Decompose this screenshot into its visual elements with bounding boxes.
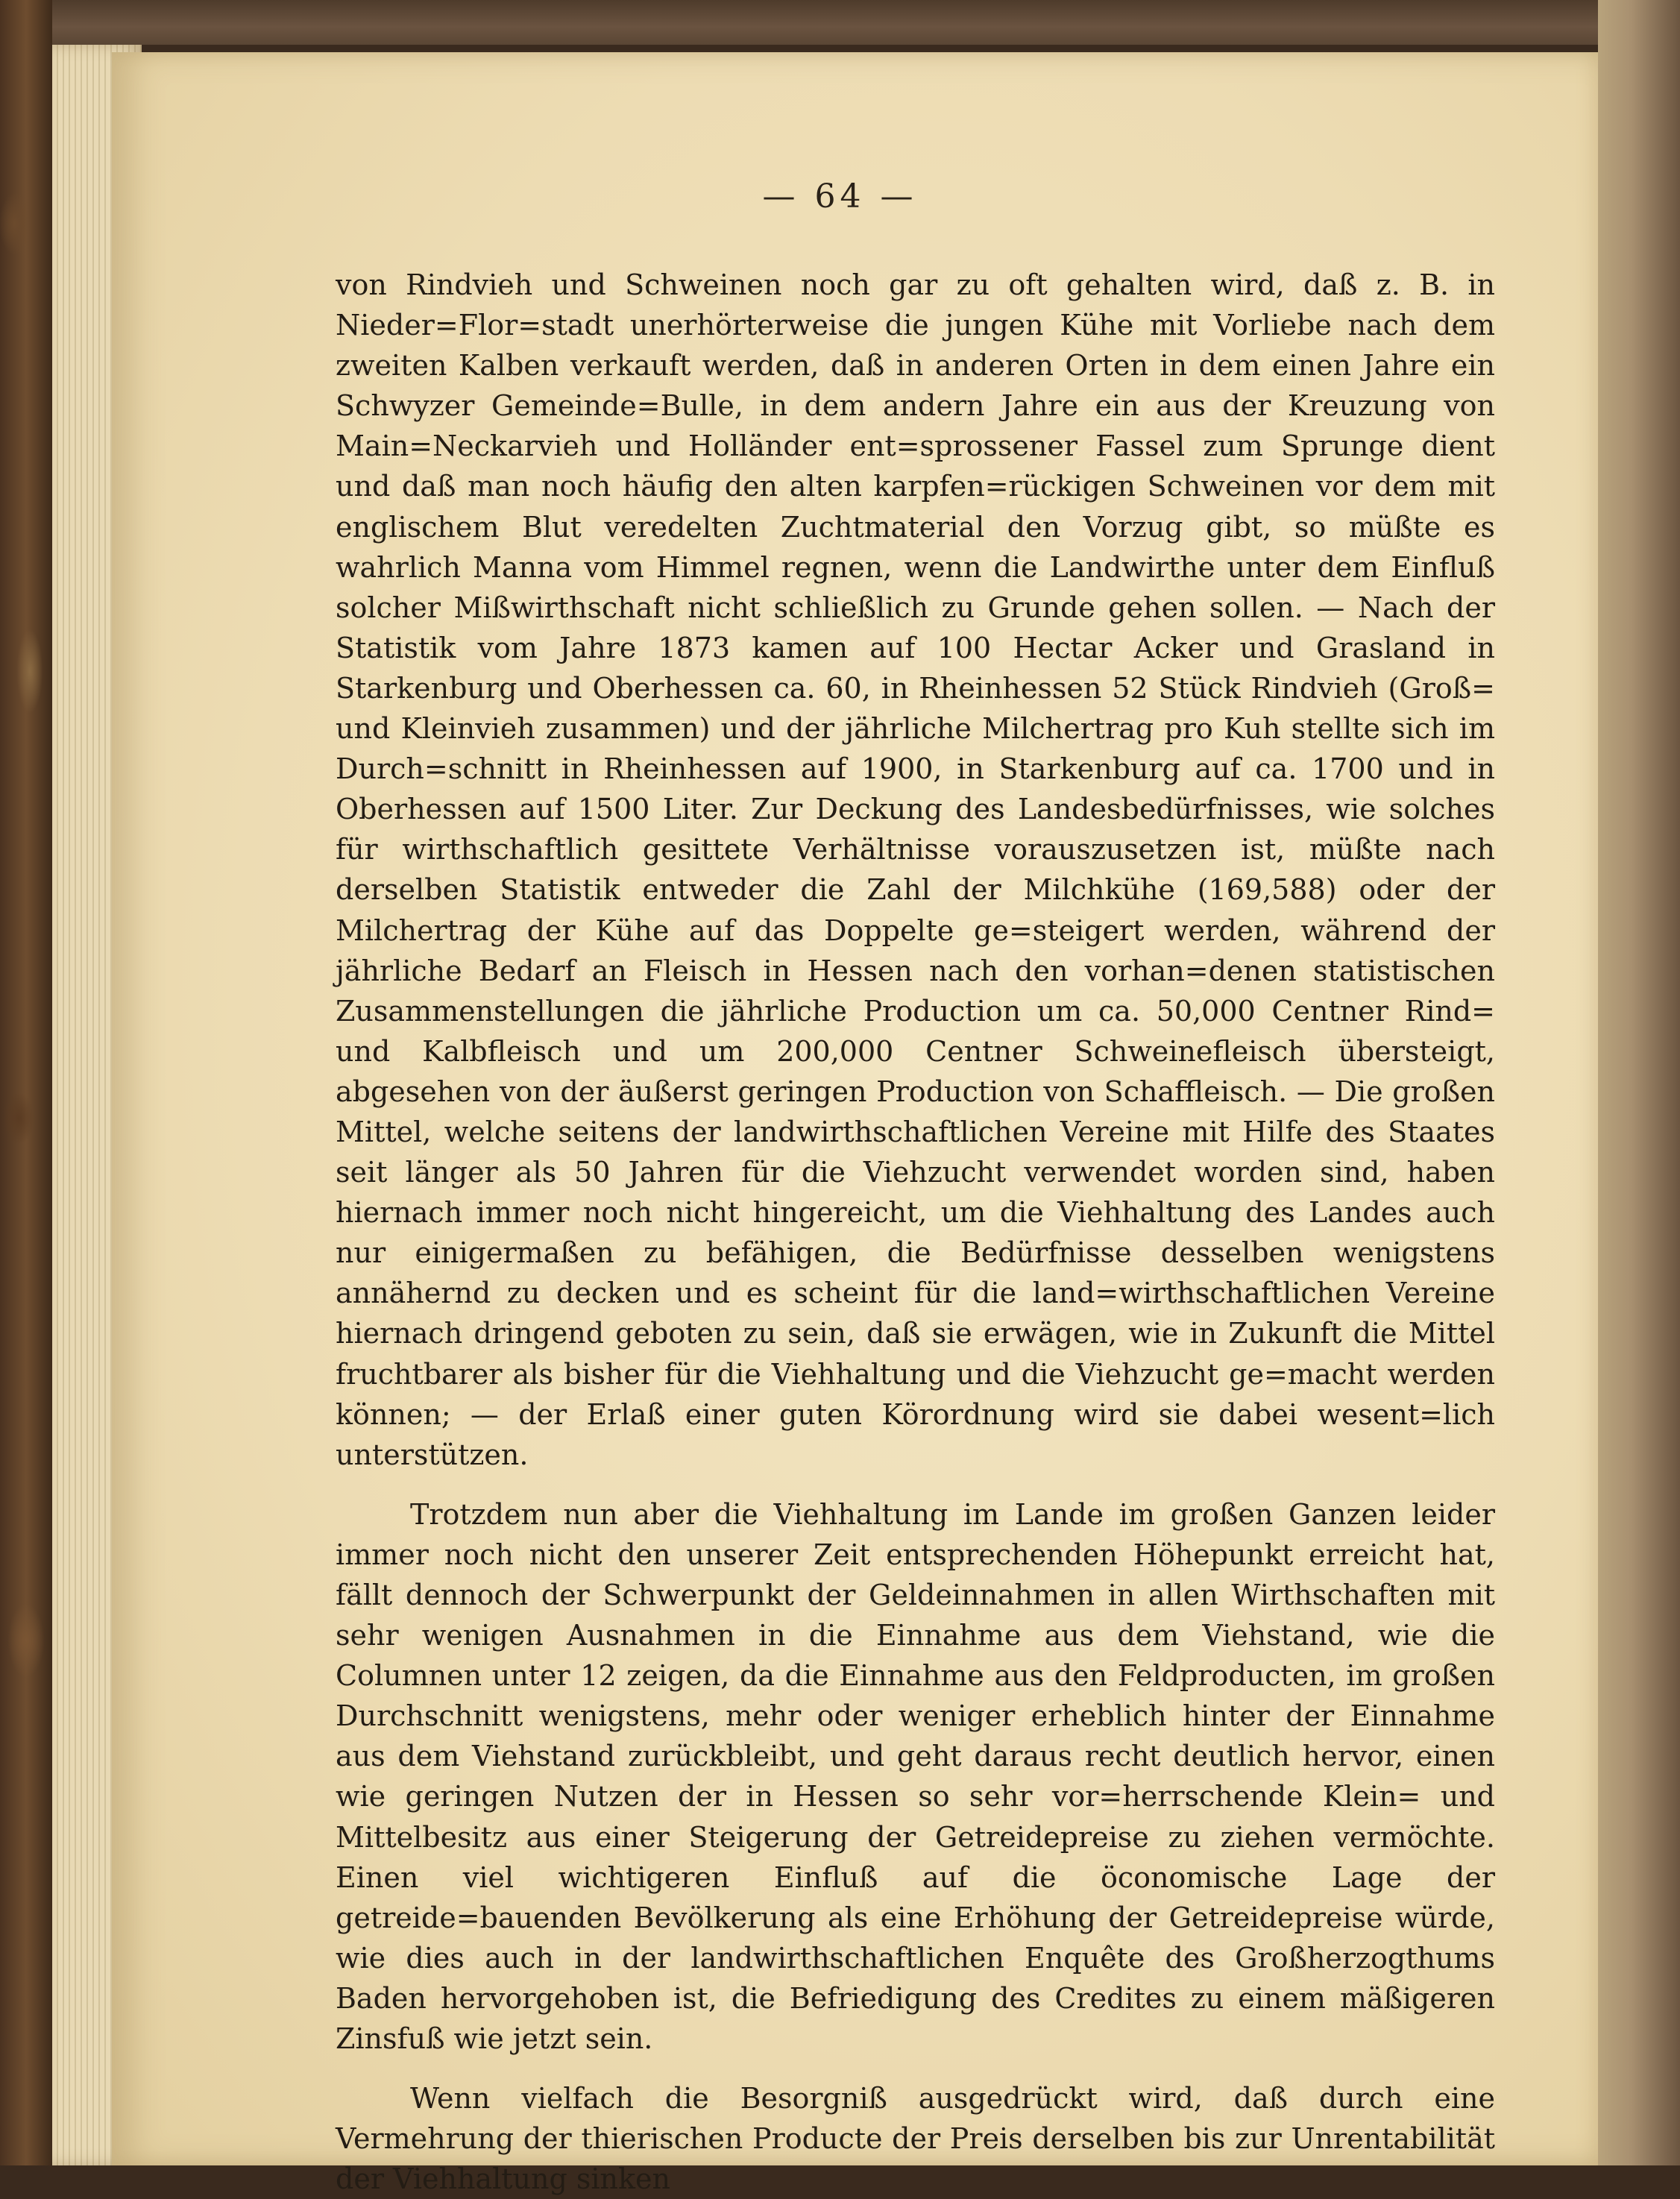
paragraph: von Rindvieh und Schweinen noch gar zu oft gehalten wird, daß z. B. in Nieder=Flor=stadt unerhörterweise die jungen Kühe mit Vorliebe nach dem zweiten Kalben verkauft werden, daß in anderen Orten in dem einen Jahre ein Schwyzer Gemeinde=Bulle, in dem andern Jahre ein aus der Kreuzung von Main=Neckarvieh und Holländer ent=sprossener Fassel zum Sprunge dient und daß man noch häufig den alten karpfen=rückigen Schweinen vor dem mit englischem Blut veredelten Zuchtmaterial den Vorzug gibt, so müßte es wahrlich Manna vom Himmel regnen, wenn die Landwirthe unter dem Einfluß solcher Mißwirthschaft nicht schließlich zu Grunde gehen sollen. — Nach der Statistik vom Jahre 1873 kamen auf 100 Hectar Acker und Grasland in Starkenburg und Oberhessen ca. 60, in Rheinhessen 52 Stück Rindvieh (Groß= und Kleinvieh zusammen) und der jährliche Milchertrag pro Kuh stellte sich im Durch=schnitt in Rheinhessen auf 1900, in Starkenburg auf ca. 1700 und in Oberhessen auf 1500 Liter. Zur Deckung des Landesbedürfnisses, wie solches für wirthschaftlich gesittete Verhältnisse vorauszusetzen ist, müßte nach derselben Statistik entweder die Zahl der Milchkühe (169,588) oder der Milchertrag der Kühe auf das Doppelte ge=steigert werden, während der jährliche Bedarf an Fleisch in Hessen nach den vorhan=denen statistischen Zusammenstellungen die jährliche Production um ca. 50,000 Centner Rind= und Kalbfleisch und um 200,000 Centner Schweinefleisch übersteigt, abgesehen von der äußerst geringen Production von Schaffleisch. — Die großen Mittel, welche seitens der landwirthschaftlichen Vereine mit Hilfe des Staates seit länger als 50 Jahren für die Viehzucht verwendet worden sind, haben hiernach immer noch nicht hingereicht, um die Viehhaltung des Landes auch nur einigermaßen zu befähigen, die Bedürfnisse desselben wenigstens annähernd zu decken und es scheint für die land=wirthschaftlichen Vereine hiernach dringend geboten zu sein, daß sie erwägen, wie in Zukunft die Mittel fruchtbarer als bisher für die Viehhaltung und die Viehzucht ge=macht werden können; — der Erlaß einer guten Körordnung wird sie dabei wesent=lich unterstützen. [336,268,1495,1471]
book-cover-right [1598,0,1680,2165]
paragraph: Wenn vielfach die Besorgniß ausgedrückt wird, daß durch eine Vermehrung der thierischen Producte der Preis derselben bis zur Unrentabilität der Viehhaltung sinken [336,2082,1495,2196]
page-text [336,265,1495,2199]
paragraph: Trotzdem nun aber die Viehhaltung im Lande im großen Ganzen leider immer noch nicht den unserer Zeit entsprechenden Höhepunkt erreicht hat, fällt dennoch der Schwerpunkt der Geldeinnahmen in allen Wirthschaften mit sehr wenigen Ausnahmen in die Einnahme aus dem Viehstand, wie die Columnen unter 12 zeigen, da die Einnahme aus den Feldproducten, im großen Durchschnitt wenigstens, mehr oder weniger erheblich hinter der Einnahme aus dem Viehstand zurückbleibt, und geht daraus recht deutlich hervor, einen wie geringen Nutzen der in Hessen so sehr vor=herrschende Klein= und Mittelbesitz aus einer Steigerung der Getreidepreise zu ziehen vermöchte. Einen viel wichtigeren Einfluß auf die öconomische Lage der getreide=bauenden Bevölkerung als eine Erhöhung der Getreidepreise würde, wie dies auch in der landwirthschaftlichen Enquête des Großherzogthums Baden hervorgehoben ist, die Befriedigung des Credites zu einem mäßigeren Zinsfuß wie jetzt sein. [336,1497,1495,2056]
book-top-edge [0,0,1680,45]
page-number: — 64 — [762,177,918,216]
book-cover-left [0,0,52,2165]
